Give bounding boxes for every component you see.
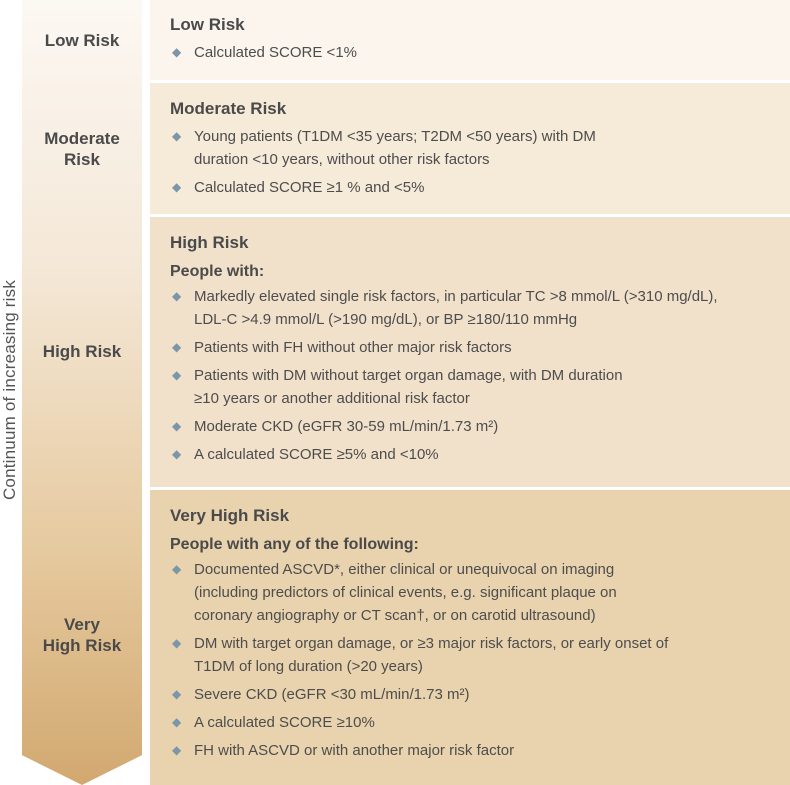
- arrow-label-very-high: Very High Risk: [42, 615, 122, 655]
- panel-title: Moderate Risk: [170, 99, 287, 118]
- arrow-label-moderate: Moderate Risk: [44, 129, 120, 169]
- bullet-icon: ◆: [172, 743, 182, 757]
- panel-title: Very High Risk: [170, 506, 290, 525]
- list-item: ◆ Moderate CKD (eGFR 30-59 mL/min/1.73 m²): [170, 415, 770, 438]
- panel-subtitle: People with any of the following:: [170, 536, 419, 553]
- panel-moderate-risk: [150, 83, 790, 214]
- list-item: ◆ Severe CKD (eGFR <30 mL/min/1.73 m²): [170, 683, 770, 706]
- bullet-icon: ◆: [172, 129, 182, 143]
- list-item: ◆ Documented ASCVD*, either clinical or unequivocal on imaging (including predictors of clinical events, e.g. significant plaque on coronary angiography or CT scan†, or on carotid ultrasound): [170, 558, 675, 627]
- risk-continuum-arrow: [22, 0, 142, 785]
- bullet-icon: ◆: [172, 45, 182, 59]
- list-item: ◆ Patients with FH without other major risk factors: [170, 336, 770, 359]
- list-item: ◆ Markedly elevated single risk factors, in particular TC >8 mmol/L (>310 mg/dL), LDL-C >4.9 mmol/L (>190 mg/dL), or BP ≥180/110 mmHg: [170, 285, 730, 331]
- bullet-icon: ◆: [172, 447, 182, 461]
- panel-subtitle: People with:: [170, 263, 265, 280]
- list-item: ◆ A calculated SCORE ≥5% and <10%: [170, 443, 770, 466]
- criteria-list: [170, 125, 770, 199]
- list-item: ◆ DM with target organ damage, or ≥3 major risk factors, or early onset of T1DM of long duration (>20 years): [170, 632, 670, 678]
- bullet-icon: ◆: [172, 340, 182, 354]
- continuum-axis-label: Continuum of increasing risk: [0, 279, 19, 501]
- criteria-list: [170, 41, 770, 64]
- panel-low-risk: [150, 0, 790, 80]
- panel-title: High Risk: [170, 233, 249, 252]
- bullet-icon: ◆: [172, 180, 182, 194]
- bullet-icon: ◆: [172, 368, 182, 382]
- panel-very-high-risk: [150, 490, 790, 785]
- list-item: ◆ A calculated SCORE ≥10%: [170, 711, 770, 734]
- list-item: ◆ FH with ASCVD or with another major risk factor: [170, 739, 770, 762]
- bullet-icon: ◆: [172, 419, 182, 433]
- bullet-icon: ◆: [172, 715, 182, 729]
- criteria-list: [170, 558, 770, 762]
- bullet-icon: ◆: [172, 636, 182, 650]
- arrow-label-low: Low Risk: [44, 31, 120, 50]
- list-item: ◆ Calculated SCORE <1%: [170, 41, 770, 64]
- bullet-icon: ◆: [172, 289, 182, 303]
- bullet-icon: ◆: [172, 687, 182, 701]
- list-item: ◆ Calculated SCORE ≥1 % and <5%: [170, 176, 770, 199]
- bullet-icon: ◆: [172, 562, 182, 576]
- panel-high-risk: [150, 217, 790, 487]
- list-item: ◆ Young patients (T1DM <35 years; T2DM <50 years) with DM duration <10 years, without other risk factors: [170, 125, 650, 171]
- panel-title: Low Risk: [170, 15, 245, 34]
- list-item: ◆ Patients with DM without target organ damage, with DM duration ≥10 years or another additional risk factor: [170, 364, 640, 410]
- criteria-list: [170, 285, 770, 466]
- arrow-label-high: High Risk: [42, 342, 122, 361]
